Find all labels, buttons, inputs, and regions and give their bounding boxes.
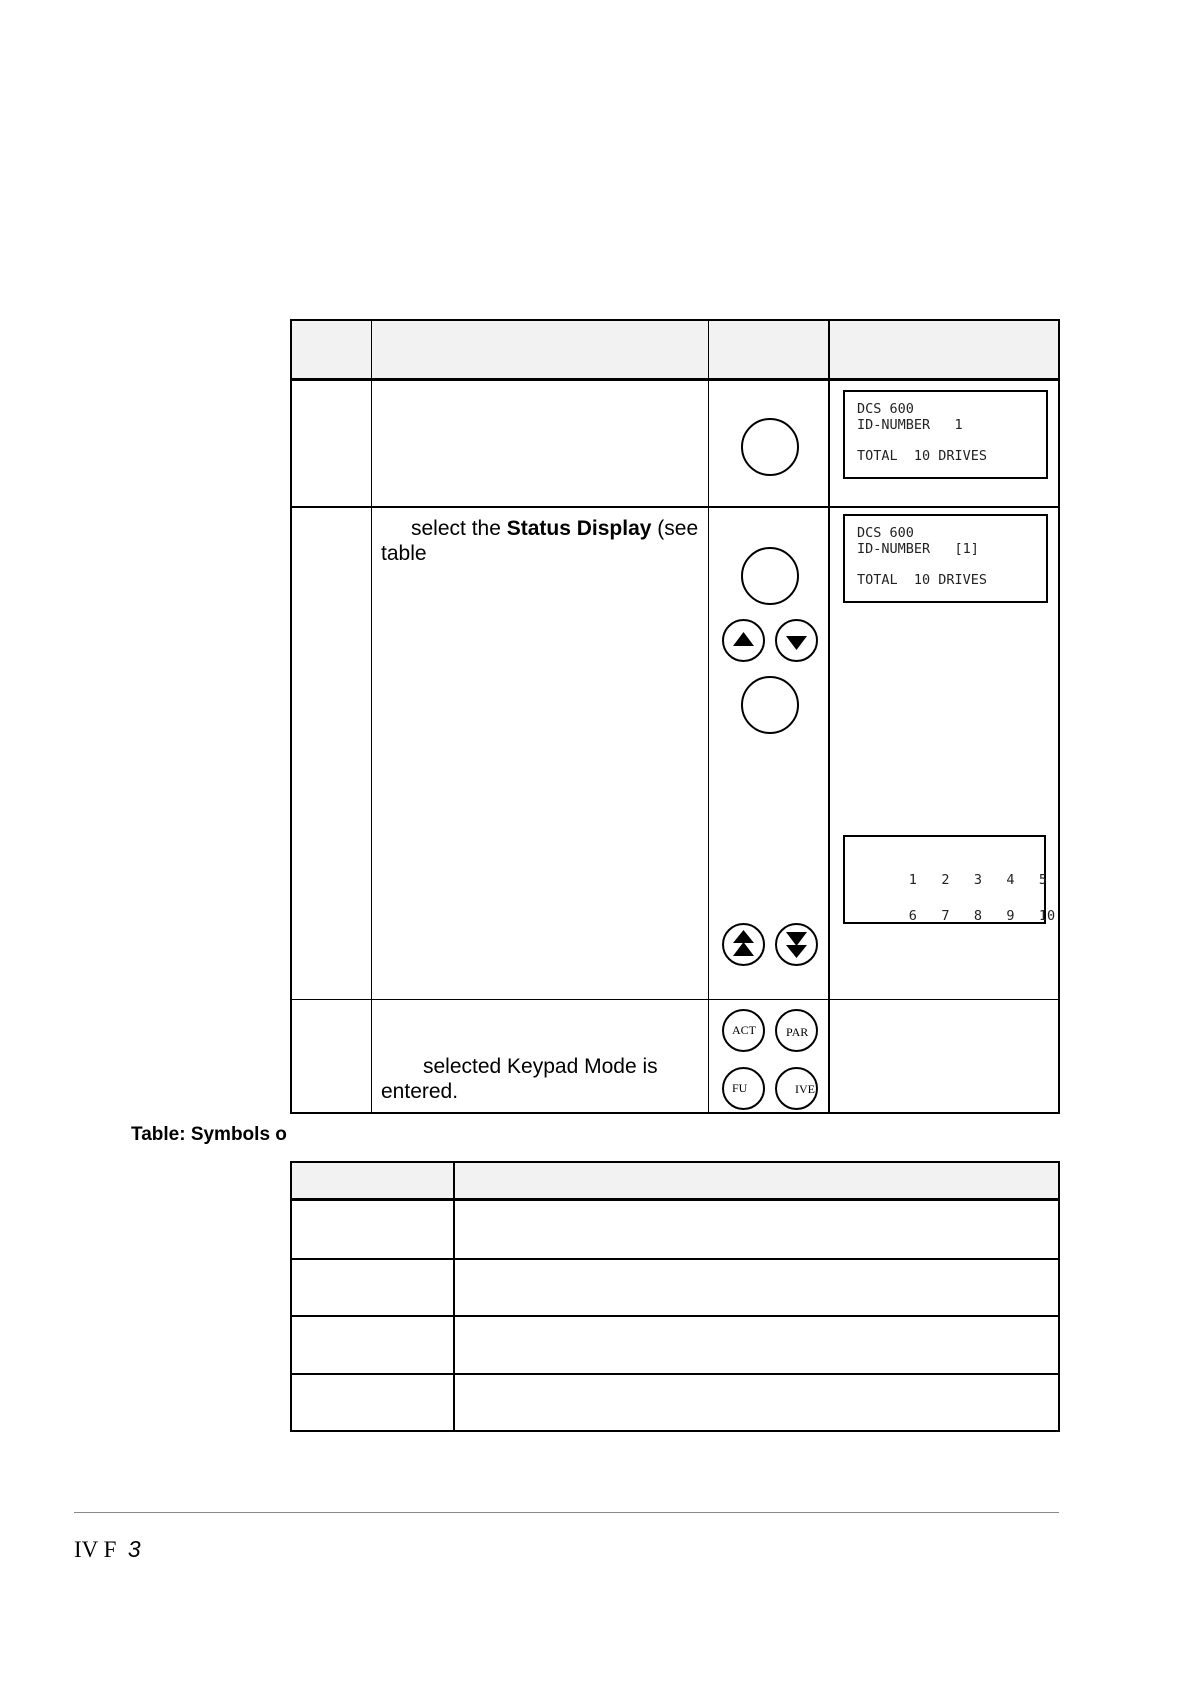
table-caption: Table: Symbols o <box>131 1124 287 1145</box>
steps-table-header <box>292 321 1058 381</box>
symbols-table-header <box>292 1163 1058 1201</box>
step-2-instruction: select the Status Display (see table <box>381 517 699 565</box>
act-button[interactable]: ACT <box>722 1009 765 1052</box>
row-divider <box>292 506 1058 508</box>
lcd-line: ID-NUMBER [1] <box>857 541 979 557</box>
row-divider <box>292 1315 1058 1317</box>
footer-label: IV F <box>74 1537 117 1562</box>
symbols-table <box>290 1161 1060 1432</box>
lcd-line: TOTAL 10 DRIVES <box>857 572 988 588</box>
col-divider <box>453 1163 455 1430</box>
lcd-grid-row: 6 7 8 9 10 <box>908 908 1056 924</box>
down-arrow-icon <box>777 621 816 660</box>
step-3-instruction: selected Keypad Mode is entered. <box>381 1055 658 1103</box>
lcd-line: ID-NUMBER 1 <box>857 417 963 433</box>
footer <box>74 1536 141 1563</box>
page-number: 3 <box>127 1536 141 1562</box>
key-button[interactable] <box>741 676 799 734</box>
col-divider <box>828 321 830 1112</box>
key-button[interactable] <box>741 547 799 605</box>
double-down-arrow-button[interactable] <box>775 923 818 966</box>
lcd-display-1 <box>843 390 1048 479</box>
lcd-line: TOTAL 10 DRIVES <box>857 448 988 464</box>
row-divider <box>292 1373 1058 1375</box>
steps-table <box>290 319 1060 1114</box>
double-up-arrow-button[interactable] <box>722 923 765 966</box>
ive-button[interactable]: IVE <box>775 1067 818 1110</box>
double-up-arrow-icon <box>724 925 763 964</box>
up-arrow-icon <box>724 621 763 660</box>
footer-rule <box>74 1512 1059 1513</box>
col-divider <box>371 321 372 1112</box>
key-button[interactable] <box>741 418 799 476</box>
down-arrow-button[interactable] <box>775 619 818 662</box>
row-divider <box>292 1258 1058 1260</box>
lcd-line: DCS 600 <box>857 525 914 541</box>
row-divider <box>292 999 1058 1000</box>
lcd-display-2 <box>843 514 1048 603</box>
lcd-drive-grid <box>843 835 1056 924</box>
double-down-arrow-icon <box>777 925 816 964</box>
lcd-grid-row: 1 2 3 4 5 <box>908 872 1048 888</box>
up-arrow-button[interactable] <box>722 619 765 662</box>
par-button[interactable]: PAR <box>775 1009 818 1052</box>
lcd-line: DCS 600 <box>857 401 914 417</box>
col-divider <box>708 321 709 1112</box>
fu-button[interactable]: FU <box>722 1067 765 1110</box>
